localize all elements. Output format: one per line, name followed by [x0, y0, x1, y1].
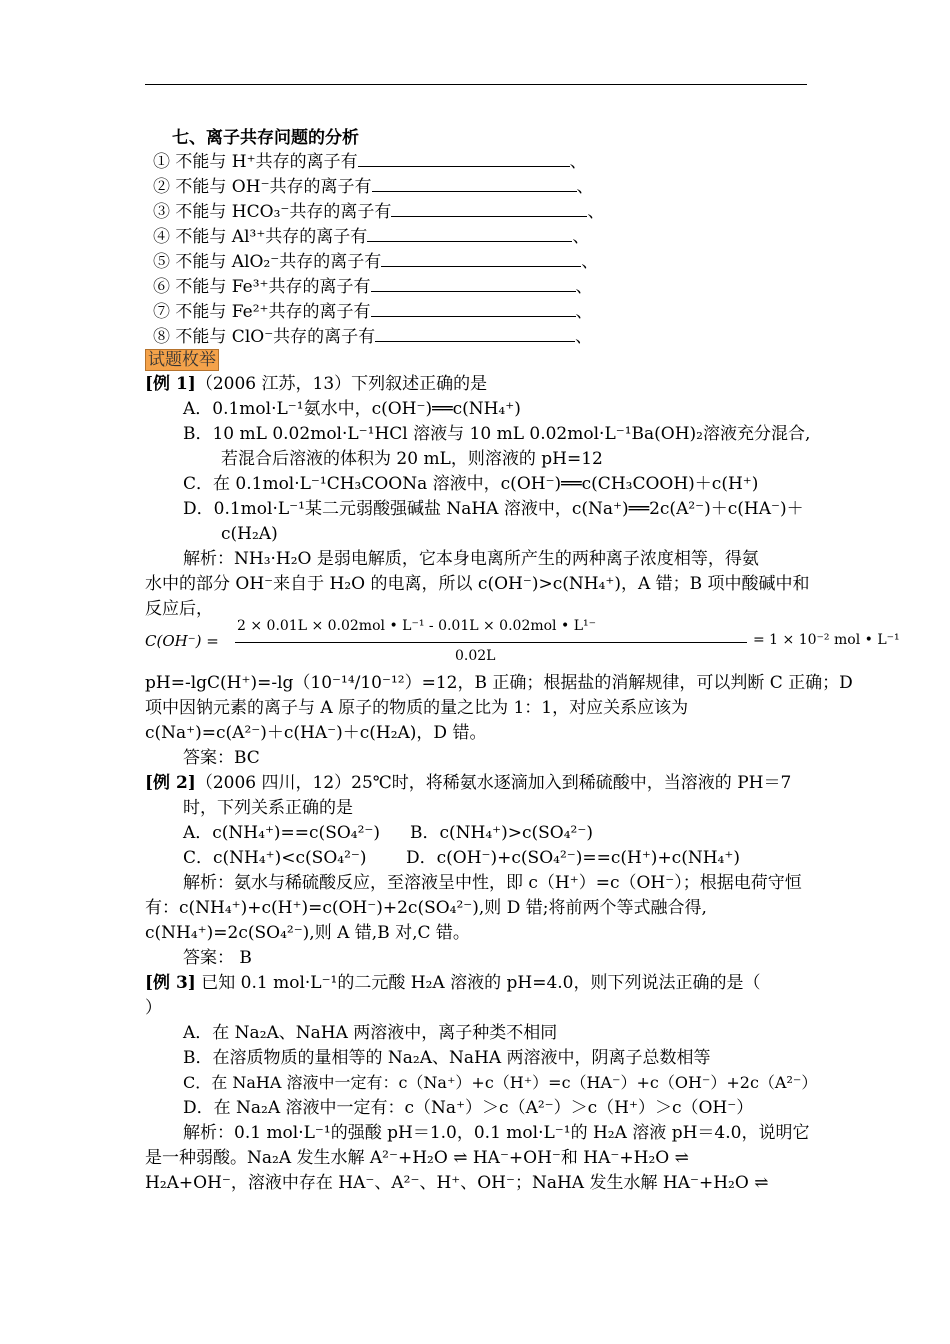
- list-item: ① 不能与 H⁺共存的离子有 、: [153, 152, 587, 172]
- equation-lhs: C(OH⁻) =: [145, 632, 219, 650]
- example-3-stem-cont: ）: [145, 998, 162, 1018]
- equation-denominator: 0.02L: [455, 648, 496, 664]
- example-1-answer: 答案：BC: [183, 748, 260, 768]
- example-1-option-a: A．0.1mol·L⁻¹氨水中，c(OH⁻)══c(NH₄⁺): [183, 399, 521, 419]
- list-item: ⑦ 不能与 Fe²⁺共存的离子有 、: [153, 302, 593, 322]
- example-1-stem: [例 1]（2006 江苏，13）下列叙述正确的是: [145, 374, 488, 394]
- example-1-option-b: B．10 mL 0.02mol·L⁻¹HCl 溶液与 10 mL 0.02mol·L⁻¹Ba(OH)₂溶液充分混合,: [183, 424, 811, 444]
- example-1-option-c: C．在 0.1mol·L⁻¹CH₃COONa 溶液中，c(OH⁻)══c(CH₃COOH)＋c(H⁺): [183, 474, 759, 494]
- list-item: ③ 不能与 HCO₃⁻共存的离子有 、: [153, 202, 605, 222]
- example-1-analysis: c(Na⁺)=c(A²⁻)＋c(HA⁻)＋c(H₂A)，D 错。: [145, 723, 487, 743]
- example-2-stem-cont: 时，下列关系正确的是: [183, 798, 353, 818]
- example-1-option-b-cont: 若混合后溶液的体积为 20 mL，则溶液的 pH=12: [221, 449, 603, 469]
- example-1-analysis: pH=-lgC(H⁺)=-lg（10⁻¹⁴/10⁻¹²）=12，B 正确；根据盐的消解规律，可以判断 C 正确；D: [145, 673, 853, 693]
- example-2-analysis: 有：c(NH₄⁺)+c(H⁺)=c(OH⁻)+2c(SO₄²⁻),则 D 错;将前两个等式融合得,: [145, 898, 707, 918]
- example-2-analysis: c(NH₄⁺)=2c(SO₄²⁻),则 A 错,B 对,C 错。: [145, 923, 470, 943]
- example-2-option-b: B．c(NH₄⁺)>c(SO₄²⁻): [410, 823, 593, 843]
- example-1-analysis: 项中因钠元素的离子与 A 原子的物质的量之比为 1：1，对应关系应该为: [145, 698, 689, 718]
- example-2-option-d: D．c(OH⁻)+c(SO₄²⁻)==c(H⁺)+c(NH₄⁺): [406, 848, 740, 868]
- section-title: 七、离子共存问题的分析: [172, 128, 359, 148]
- example-2-option-c: C．c(NH₄⁺)<c(SO₄²⁻): [183, 848, 367, 868]
- equation-rhs: = 1 × 10⁻² mol • L⁻¹: [753, 632, 900, 648]
- example-3-analysis: 解析：0.1 mol·L⁻¹的强酸 pH＝1.0，0.1 mol·L⁻¹的 H₂A 溶液 pH＝4.0，说明它: [183, 1123, 810, 1143]
- example-3-analysis: 是一种弱酸。Na₂A 发生水解 A²⁻+H₂O ⇌ HA⁻+OH⁻和 HA⁻+H₂O ⇌: [145, 1148, 689, 1168]
- example-1-option-d-cont: c(H₂A): [221, 524, 278, 544]
- list-item: ④ 不能与 Al³⁺共存的离子有 、: [153, 227, 590, 247]
- section-tag: 试题枚举: [145, 349, 219, 371]
- example-3-stem: [例 3] 已知 0.1 mol·L⁻¹的二元酸 H₂A 溶液的 pH=4.0，则下列说法正确的是（: [145, 973, 761, 993]
- equation-numerator: 2 × 0.01L × 0.02mol • L⁻¹ - 0.01L × 0.02mol • L¹⁻: [237, 618, 596, 634]
- example-3-option-b: B．在溶质物质的量相等的 Na₂A、NaHA 两溶液中，阴离子总数相等: [183, 1048, 711, 1068]
- example-1-analysis: 反应后，: [145, 599, 213, 619]
- example-1-analysis: 解析：NH₃·H₂O 是弱电解质，它本身电离所产生的两种离子浓度相等，得氨: [183, 549, 759, 569]
- example-3-option-a: A．在 Na₂A、NaHA 两溶液中，离子种类不相同: [183, 1023, 558, 1043]
- list-item: ⑤ 不能与 AlO₂⁻共存的离子有 、: [153, 252, 599, 272]
- example-2-answer: 答案： B: [183, 948, 252, 968]
- example-1-analysis: 水中的部分 OH⁻来自于 H₂O 的电离，所以 c(OH⁻)>c(NH₄⁺)，A 错；B 项中酸碱中和: [145, 574, 810, 594]
- example-2-analysis: 解析：氨水与稀硫酸反应，至溶液呈中性，即 c（H⁺）=c（OH⁻）；根据电荷守恒: [183, 873, 802, 893]
- example-2-stem: [例 2]（2006 四川，12）25℃时，将稀氨水逐滴加入到稀硫酸中，当溶液的 PH＝7: [145, 773, 792, 793]
- list-item: ⑧ 不能与 ClO⁻共存的离子有 、: [153, 327, 593, 347]
- example-3-analysis: H₂A+OH⁻，溶液中存在 HA⁻、A²⁻、H⁺、OH⁻；NaHA 发生水解 HA⁻+H₂O ⇌: [145, 1173, 769, 1193]
- header-rule: [145, 84, 807, 85]
- example-2-option-a: A．c(NH₄⁺)==c(SO₄²⁻): [183, 823, 381, 843]
- equation: [145, 618, 900, 668]
- example-1-option-d: D．0.1mol·L⁻¹某二元弱酸强碱盐 NaHA 溶液中，c(Na⁺)══2c(A²⁻)＋c(HA⁻)＋: [183, 499, 804, 519]
- list-item: ② 不能与 OH⁻共存的离子有 、: [153, 177, 594, 197]
- example-3-option-c: C．在 NaHA 溶液中一定有：c（Na⁺）+c（H⁺）=c（HA⁻）+c（OH⁻）+2c（A²⁻）: [183, 1073, 818, 1092]
- example-3-option-d: D．在 Na₂A 溶液中一定有：c（Na⁺）＞c（A²⁻）＞c（H⁺）＞c（OH⁻）: [183, 1098, 754, 1118]
- fraction-bar: [235, 642, 747, 643]
- list-item: ⑥ 不能与 Fe³⁺共存的离子有 、: [153, 277, 593, 297]
